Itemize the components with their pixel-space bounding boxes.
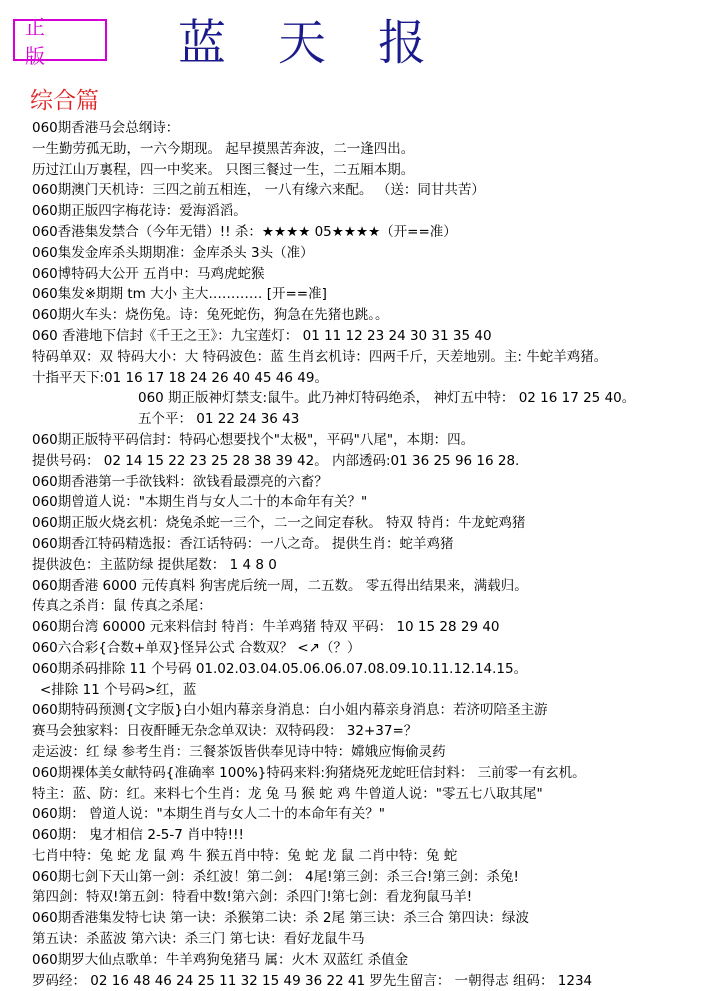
text-line: 第四剑：特双!第五剑：特看中数!第六剑：杀四门!第七剑：看龙狗鼠马羊! bbox=[32, 889, 473, 906]
text-line: 060期澳门天机诗：三四之前五相连， 一八有缘六来配。 （送：同甘共苦） bbox=[32, 182, 485, 199]
text-line: 060集发金库杀头期期准：金库杀头 3头（准） bbox=[32, 244, 314, 261]
text-line: 特主：蓝、防：红。来料七个生肖：龙 兔 马 猴 蛇 鸡 牛曾道人说："零五七八取其尾" bbox=[32, 785, 543, 802]
text-line: 060期香港集发特七诀 第一诀：杀猴第二诀：杀 2尾 第三诀：杀三合 第四诀：绿波 bbox=[32, 910, 530, 927]
text-line: 一生勤劳孤无助，一六今期现。 起早摸黑苦奔波，二一逢四出。 bbox=[32, 140, 415, 157]
text-line: 提供波色：主蓝防绿 提供尾数： 1 4 8 0 bbox=[32, 556, 277, 573]
text-line: 060期香港第一手欲钱料：欲钱看最漂亮的六畜？ bbox=[32, 473, 328, 490]
text-line: 060六合彩{合数+单双}怪异公式 合数双？ <↗（？） bbox=[32, 639, 361, 656]
text-line: 七肖中特：兔 蛇 龙 鼠 鸡 牛 猴五肖中特：兔 蛇 龙 鼠 二肖中特：兔 蛇 bbox=[32, 847, 458, 864]
text-line: <排除 11 个号码>红，蓝 bbox=[40, 681, 197, 698]
text-line: 060期裸体美女献特码{准确率 100%}特码来料:狗猪烧死龙蛇旺信封料： 三前零一有玄机。 bbox=[32, 764, 586, 781]
text-line: 060期香港 6000 元传真料 狗害虎后统一周，二五数。 零五得出结果来，满载归。 bbox=[32, 577, 528, 594]
text-line: 060香港集发禁合（今年无错）!! 杀：★★★★ 05★★★★（开==准） bbox=[32, 223, 457, 240]
text-line: 060期曾道人说："本期生肖与女人二十的本命年有关？" bbox=[32, 494, 368, 511]
text-line: 060期台湾 60000 元来料信封 特肖：牛羊鸡猪 特双 平码： 10 15 28 29 40 bbox=[32, 619, 500, 636]
text-line: 060期正版特平码信封：特码心想要找个"太极"，平码"八尾"，本期：四。 bbox=[32, 431, 475, 448]
text-line: 060期特码预测{文字版}白小姐内幕亲身消息：白小姐内幕亲身消息：若济叨陪圣主游 bbox=[32, 702, 548, 719]
text-line: 060期正版火烧玄机：烧兔杀蛇一三个，二一之间定春秋。 特双 特肖：牛龙蛇鸡猪 bbox=[32, 515, 526, 532]
genuine-edition-badge: 正 版 bbox=[13, 19, 107, 61]
text-line: 060 香港地下信封《千王之王》：九宝莲灯： 01 11 12 23 24 30 31 35 40 bbox=[32, 327, 492, 344]
text-line: 060 期正版神灯禁支:鼠牛。此乃神灯特码绝杀， 神灯五中特： 02 16 17 25 40。 bbox=[138, 390, 636, 407]
text-line: 060期火车头：烧伤兔。诗：兔死蛇伤，狗急在先猪也跳。。 bbox=[32, 307, 389, 324]
text-line: 060期香港马会总纲诗： bbox=[32, 120, 180, 136]
content-lines bbox=[32, 118, 712, 991]
text-line: 060期： 曾道人说："本期生肖与女人二十的本命年有关？" bbox=[32, 806, 385, 823]
text-line: 060期香江特码精选报：香江话特码：一八之奇。 提供生肖：蛇羊鸡猪 bbox=[32, 535, 454, 552]
text-line: 060期正版四字梅花诗：爱海滔滔。 bbox=[32, 203, 247, 220]
text-line: 罗码经： 02 16 48 46 24 25 11 32 15 49 36 22 41 罗先生留言： 一朝得志 组码： 1234 bbox=[32, 972, 593, 989]
text-line: 060期七剑下天山第一剑：杀红波！第二剑： 4尾!第三剑：杀三合!第三剑：杀兔! bbox=[32, 868, 519, 885]
page-title: 蓝天报 bbox=[178, 15, 479, 71]
text-line: 特码单双：双 特码大小：大 特码波色：蓝 生肖玄机诗：四两千斤，天差地别。主: 牛蛇羊鸡猪。 bbox=[32, 348, 608, 365]
text-line: 走运波：红 绿 参考生肖：三餐茶饭皆供奉见诗中特：嫦娥应悔偷灵药 bbox=[32, 743, 446, 760]
text-line: 060博特码大公开 五肖中：马鸡虎蛇猴 bbox=[32, 265, 265, 282]
section-heading: 综合篇 bbox=[30, 88, 99, 114]
text-line: 十指平天下:01 16 17 18 24 26 40 45 46 49。 bbox=[32, 369, 328, 386]
text-line: 赛马会独家料：日夜酐睡无杂念单双诀：双特码段： 32+37=？ bbox=[32, 723, 418, 740]
text-line: 060期： 鬼才相信 2-5-7 肖中特!!! bbox=[32, 827, 244, 844]
text-line: 传真之杀肖：鼠 传真之杀尾： bbox=[32, 598, 212, 615]
text-line: 第五诀：杀蓝波 第六诀：杀三门 第七诀：看好龙鼠牛马 bbox=[32, 931, 365, 948]
text-line: 提供号码： 02 14 15 22 23 25 28 38 39 42。 内部透码:01 36 25 96 16 28. bbox=[32, 452, 520, 469]
text-line: 历过江山万裏程，四一中奖来。 只图三餐过一生，二五厢本期。 bbox=[32, 161, 415, 178]
text-line: 060期罗大仙点歌单：牛羊鸡狗兔猪马 属：火木 双蓝红 杀值金 bbox=[32, 951, 409, 968]
text-line: 060期杀码排除 11 个号码 01.02.03.04.05.06.06.07.08.09.10.11.12.14.15。 bbox=[32, 660, 528, 677]
text-line: 五个平： 01 22 24 36 43 bbox=[138, 411, 300, 428]
text-line: 060集发※期期 tm 大小 主大………… [开==准] bbox=[32, 286, 327, 303]
